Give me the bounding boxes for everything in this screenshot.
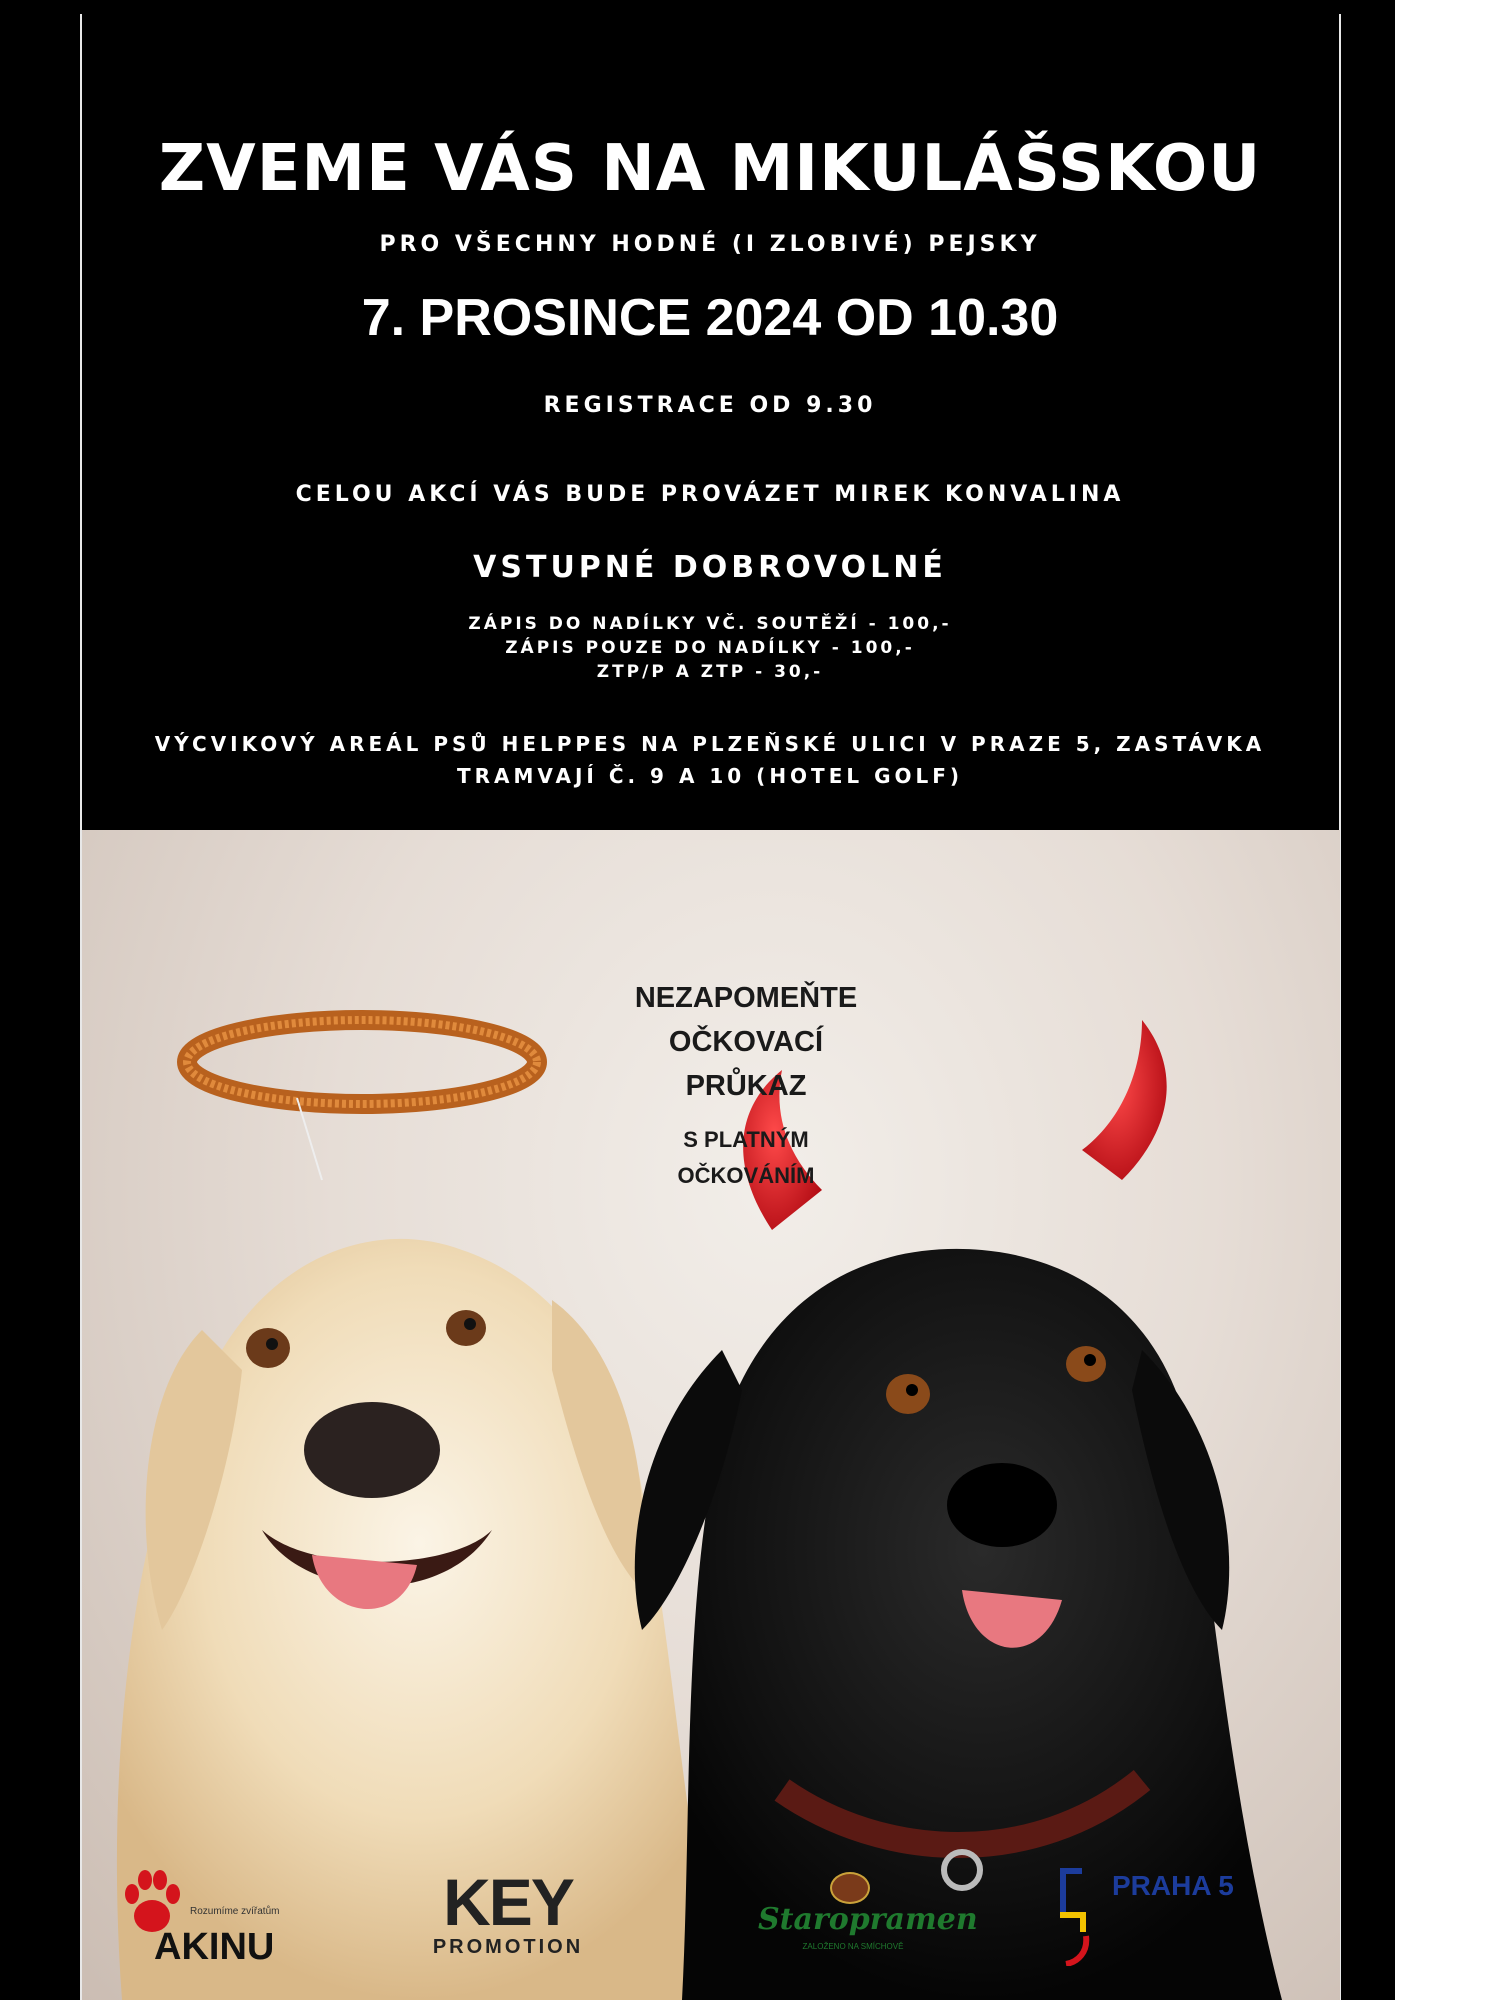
vaccination-reminder xyxy=(586,976,906,1194)
reminder-line: PRŮKAZ xyxy=(685,1070,807,1102)
staropramen-sub: ZALOŽENO NA SMÍCHOVĚ xyxy=(802,1942,904,1951)
key-name: KEY xyxy=(443,1865,573,1939)
event-host: CELOU AKCÍ VÁS BUDE PROVÁZET MIREK KONVALINA xyxy=(295,482,1125,507)
key-sub: PROMOTION xyxy=(432,1936,584,1958)
fee-line: ZÁPIS DO NADÍLKY VČ. SOUTĚŽÍ - 100,- xyxy=(468,614,952,634)
halo-icon xyxy=(187,1020,537,1180)
registration-time: REGISTRACE OD 9.30 xyxy=(543,393,877,418)
praha5-emblem-icon xyxy=(1058,1866,1108,1966)
praha5-logo xyxy=(1058,1866,1258,1976)
staropramen-name: Staropramen xyxy=(758,1902,978,1937)
key-promotion-logo xyxy=(408,1865,608,1970)
poster-title: ZVEME VÁS NA MIKULÁŠSKOU xyxy=(158,132,1262,206)
fee-list xyxy=(80,612,1340,684)
staropramen-crest xyxy=(830,1872,870,1904)
poster-subtitle: PRO VŠECHNY HODNÉ (I ZLOBIVÉ) PEJSKY xyxy=(379,232,1041,257)
venue-info xyxy=(80,728,1340,792)
fee-line: ZTP/P A ZTP - 30,- xyxy=(596,662,824,682)
fee-line: ZÁPIS POUZE DO NADÍLKY - 100,- xyxy=(505,638,915,658)
reminder-subline: S PLATNÝM xyxy=(683,1127,809,1152)
akinu-tagline: Rozumíme zvířatům xyxy=(190,1906,280,1917)
akinu-name: AKINU xyxy=(154,1926,275,1968)
event-date: 7. PROSINCE 2024 OD 10.30 xyxy=(361,289,1059,347)
venue-line: VÝCVIKOVÝ AREÁL PSŮ HELPPES NA PLZEŇSKÉ ULICI V PRAZE 5, ZASTÁVKA xyxy=(154,732,1266,756)
akinu-logo xyxy=(120,1868,310,1978)
reminder-line: NEZAPOMEŇTE xyxy=(634,982,858,1014)
reminder-line: OČKOVACÍ xyxy=(668,1026,824,1058)
fee-title: VSTUPNÉ DOBROVOLNÉ xyxy=(473,550,947,585)
staropramen-logo xyxy=(758,1872,978,1972)
reminder-subline: OČKOVÁNÍM xyxy=(677,1163,815,1188)
venue-line: TRAMVAJÍ Č. 9 A 10 (HOTEL GOLF) xyxy=(456,764,964,788)
praha5-name: PRAHA 5 xyxy=(1112,1870,1234,1901)
